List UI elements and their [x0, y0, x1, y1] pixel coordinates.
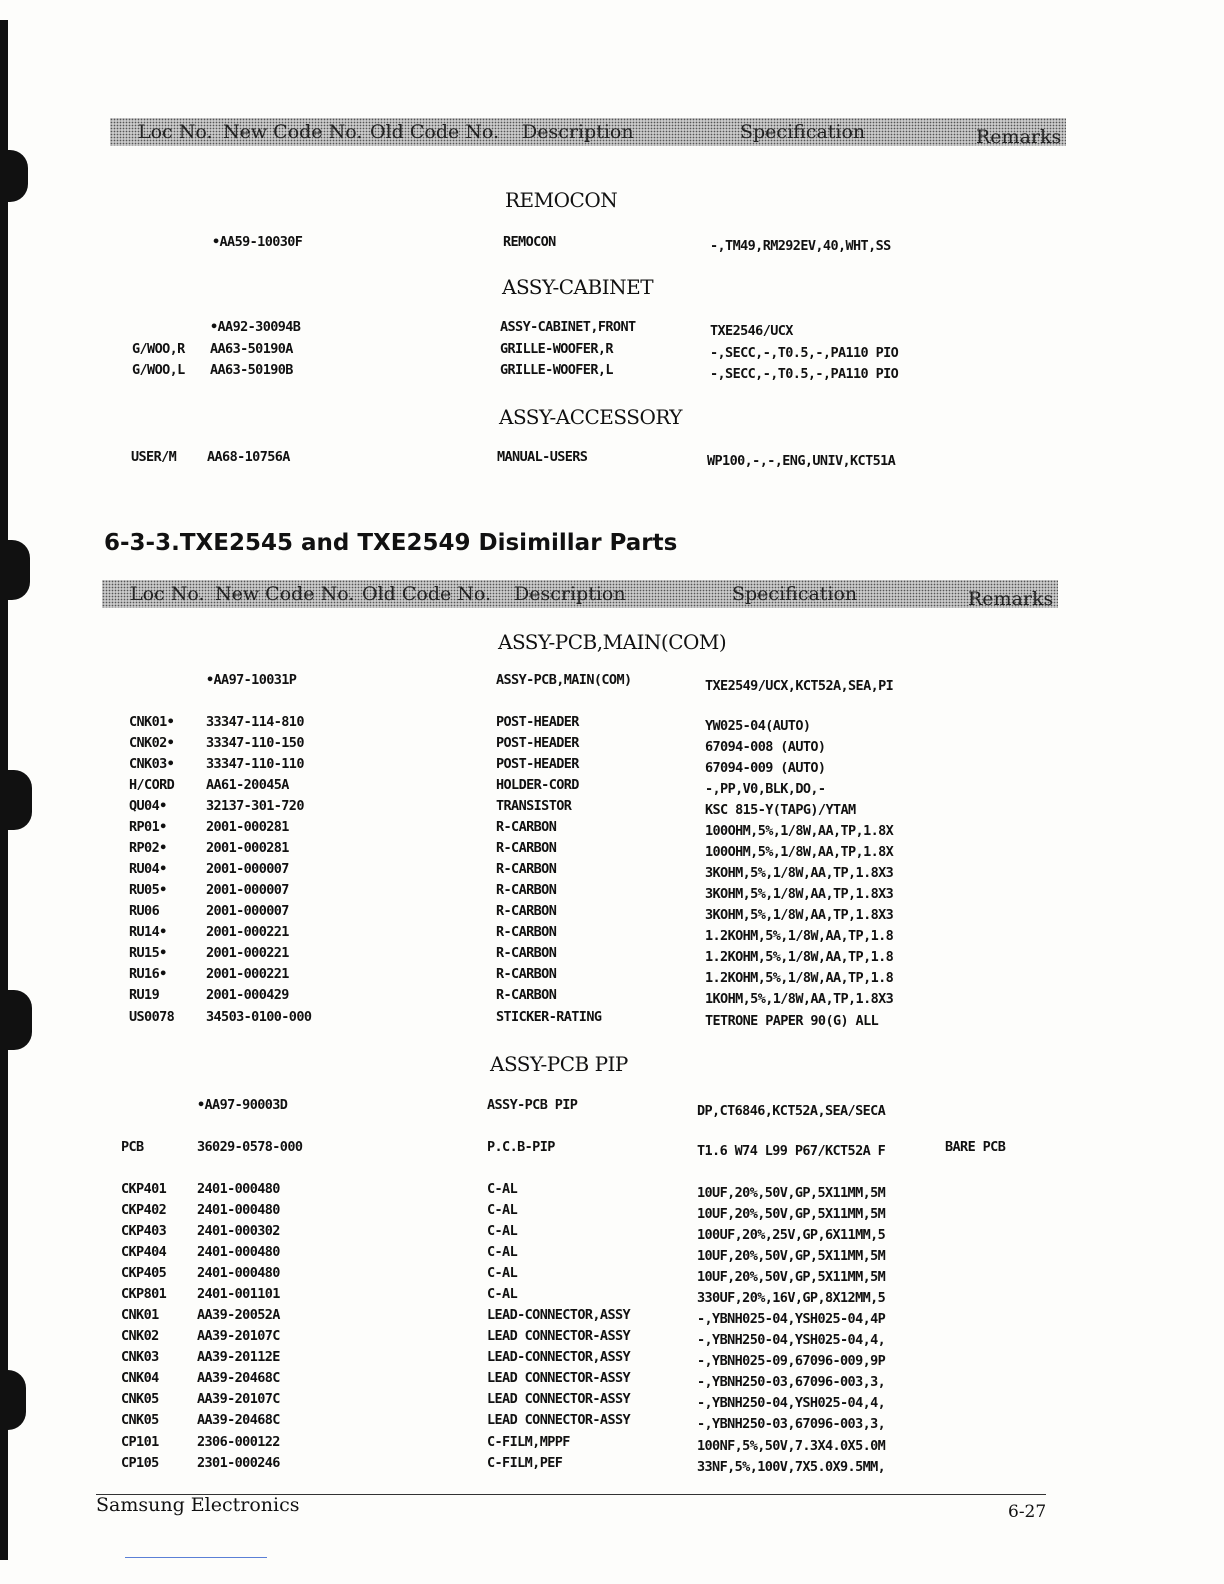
cell-loc-no: RU14•	[129, 924, 167, 940]
cell-loc-no: CKP403	[121, 1223, 167, 1239]
cell-loc-no: RU04•	[129, 861, 167, 877]
cell-new-code-no: 33347-110-110	[206, 756, 304, 772]
cell-description: R-CARBON	[496, 924, 557, 940]
cell-new-code-no: 2401-000480	[197, 1265, 280, 1281]
cell-description: R-CARBON	[496, 882, 557, 898]
table-row	[0, 319, 1224, 339]
cell-loc-no: CNK01•	[129, 714, 175, 730]
cell-specification: -,SECC,-,T0.5,-,PA110 PIO	[710, 366, 899, 382]
cell-new-code-no: 33347-114-810	[206, 714, 304, 730]
table-row	[0, 924, 1224, 944]
cell-description: C-AL	[487, 1223, 518, 1239]
cell-description: C-FILM,MPPF	[487, 1434, 570, 1450]
cell-description: P.C.B-PIP	[487, 1139, 555, 1155]
cell-loc-no: RU16•	[129, 966, 167, 982]
cell-specification: -,YBNH250-03,67096-003,3,	[697, 1416, 886, 1432]
cell-specification: 100OHM,5%,1/8W,AA,TP,1.8X	[705, 844, 894, 860]
cell-description: C-AL	[487, 1181, 518, 1197]
col-description: Description	[522, 121, 634, 143]
cell-new-code-no: AA39-20468C	[197, 1412, 280, 1428]
col-loc-no: Loc No.	[130, 583, 205, 605]
col-remarks: Remarks	[976, 126, 1062, 148]
table-row	[0, 341, 1224, 361]
table-row	[0, 1412, 1224, 1432]
table-row	[0, 1434, 1224, 1454]
cell-new-code-no: 34503-0100-000	[206, 1009, 312, 1025]
cell-loc-no: RP02•	[129, 840, 167, 856]
cell-loc-no: CNK01	[121, 1307, 159, 1323]
col-specification: Specification	[732, 583, 858, 605]
table-row	[0, 987, 1224, 1007]
table-row	[0, 903, 1224, 923]
cell-loc-no: CKP401	[121, 1181, 167, 1197]
section-title: ASSY-ACCESSORY	[499, 405, 682, 429]
cell-specification: -,YBNH025-04,YSH025-04,4P	[697, 1311, 886, 1327]
cell-specification: 33NF,5%,100V,7X5.0X9.5MM,	[697, 1459, 886, 1475]
cell-new-code-no: 2001-000281	[206, 819, 289, 835]
cell-new-code-no: •AA59-10030F	[212, 234, 303, 250]
table-row	[0, 1202, 1224, 1222]
cell-remarks: BARE PCB	[945, 1139, 1006, 1155]
cell-specification: T1.6 W74 L99 P67/KCT52A F	[697, 1143, 886, 1159]
table-row	[0, 945, 1224, 965]
cell-description: C-AL	[487, 1244, 518, 1260]
cell-loc-no: CNK02	[121, 1328, 159, 1344]
cell-loc-no: CP101	[121, 1434, 159, 1450]
cell-loc-no: CP105	[121, 1455, 159, 1471]
table-row	[0, 1265, 1224, 1285]
cell-description: R-CARBON	[496, 966, 557, 982]
cell-loc-no: CNK05	[121, 1412, 159, 1428]
table-row	[0, 234, 1224, 254]
cell-loc-no: CNK02•	[129, 735, 175, 751]
table-row	[0, 966, 1224, 986]
cell-loc-no: QU04•	[129, 798, 167, 814]
cell-loc-no: US0078	[129, 1009, 175, 1025]
cell-description: C-AL	[487, 1202, 518, 1218]
cell-specification: 1.2KOHM,5%,1/8W,AA,TP,1.8	[705, 970, 894, 986]
table-row	[0, 1286, 1224, 1306]
table-row	[0, 1244, 1224, 1264]
cell-new-code-no: 2306-000122	[197, 1434, 280, 1450]
cell-new-code-no: 2401-000480	[197, 1202, 280, 1218]
cell-description: R-CARBON	[496, 945, 557, 961]
cell-specification: DP,CT6846,KCT52A,SEA/SECA	[697, 1103, 886, 1119]
table-row	[0, 362, 1224, 382]
cell-loc-no: CKP405	[121, 1265, 167, 1281]
cell-specification: -,TM49,RM292EV,40,WHT,SS	[710, 238, 891, 254]
cell-specification: 1KOHM,5%,1/8W,AA,TP,1.8X3	[705, 991, 894, 1007]
cell-new-code-no: AA39-20107C	[197, 1391, 280, 1407]
cell-loc-no: RU06	[129, 903, 160, 919]
cell-loc-no: CKP402	[121, 1202, 167, 1218]
cell-loc-no: RU19	[129, 987, 160, 1003]
cell-description: MANUAL-USERS	[497, 449, 588, 465]
footer-company: Samsung Electronics	[96, 1494, 300, 1516]
table-header	[110, 118, 1066, 146]
cell-specification: TXE2549/UCX,KCT52A,SEA,PI	[705, 678, 894, 694]
table-row	[0, 1307, 1224, 1327]
cell-new-code-no: 2001-000429	[206, 987, 289, 1003]
cell-new-code-no: AA39-20052A	[197, 1307, 280, 1323]
table-header	[102, 580, 1058, 608]
cell-new-code-no: 2401-000480	[197, 1181, 280, 1197]
cell-new-code-no: AA39-20112E	[197, 1349, 280, 1365]
cell-loc-no: RP01•	[129, 819, 167, 835]
cell-new-code-no: AA63-50190A	[210, 341, 293, 357]
cell-new-code-no: 2401-000302	[197, 1223, 280, 1239]
cell-new-code-no: AA63-50190B	[210, 362, 293, 378]
section-title: ASSY-PCB PIP	[490, 1052, 628, 1076]
cell-specification: -,YBNH250-03,67096-003,3,	[697, 1374, 886, 1390]
cell-description: ASSY-PCB,MAIN(COM)	[496, 672, 632, 688]
cell-specification: 100OHM,5%,1/8W,AA,TP,1.8X	[705, 823, 894, 839]
col-new-code-no: New Code No.	[223, 121, 363, 143]
cell-description: R-CARBON	[496, 987, 557, 1003]
footer-page-number: 6-27	[1008, 1502, 1047, 1522]
table-row	[0, 1181, 1224, 1201]
cell-specification: 10UF,20%,50V,GP,5X11MM,5M	[697, 1185, 886, 1201]
cell-specification: KSC 815-Y(TAPG)/YTAM	[705, 802, 856, 818]
cell-new-code-no: 2001-000007	[206, 861, 289, 877]
cell-specification: TETRONE PAPER 90(G) ALL	[705, 1013, 879, 1029]
col-new-code-no: New Code No.	[215, 583, 355, 605]
cell-new-code-no: 2001-000281	[206, 840, 289, 856]
cell-loc-no: CNK05	[121, 1391, 159, 1407]
cell-description: LEAD CONNECTOR-ASSY	[487, 1328, 631, 1344]
cell-specification: -,PP,V0,BLK,DO,-	[705, 781, 826, 797]
table-row	[0, 1370, 1224, 1390]
table-row	[0, 861, 1224, 881]
cell-specification: 67094-008 (AUTO)	[705, 739, 826, 755]
cell-description: R-CARBON	[496, 903, 557, 919]
cell-specification: YW025-04(AUTO)	[705, 718, 811, 734]
table-row	[0, 735, 1224, 755]
cell-specification: 10UF,20%,50V,GP,5X11MM,5M	[697, 1206, 886, 1222]
cell-new-code-no: 2001-000221	[206, 966, 289, 982]
cell-specification: WP100,-,-,ENG,UNIV,KCT51A	[707, 453, 896, 469]
table-row	[0, 1391, 1224, 1411]
cell-specification: 3KOHM,5%,1/8W,AA,TP,1.8X3	[705, 886, 894, 902]
col-loc-no: Loc No.	[138, 121, 213, 143]
cell-specification: 10UF,20%,50V,GP,5X11MM,5M	[697, 1248, 886, 1264]
cell-loc-no: RU05•	[129, 882, 167, 898]
cell-description: REMOCON	[503, 234, 556, 250]
cell-description: HOLDER-CORD	[496, 777, 579, 793]
col-remarks: Remarks	[968, 588, 1054, 610]
cell-specification: 1.2KOHM,5%,1/8W,AA,TP,1.8	[705, 928, 894, 944]
cell-specification: 330UF,20%,16V,GP,8X12MM,5	[697, 1290, 886, 1306]
cell-description: STICKER-RATING	[496, 1009, 602, 1025]
cell-new-code-no: 2401-000480	[197, 1244, 280, 1260]
scan-artifact-line	[125, 1557, 267, 1558]
table-row	[0, 1328, 1224, 1348]
cell-specification: -,YBNH025-09,67096-009,9P	[697, 1353, 886, 1369]
table-row	[0, 1349, 1224, 1369]
cell-loc-no: H/CORD	[129, 777, 175, 793]
cell-loc-no: CNK03•	[129, 756, 175, 772]
cell-loc-no: CNK04	[121, 1370, 159, 1386]
cell-new-code-no: •AA92-30094B	[210, 319, 301, 335]
cell-specification: 3KOHM,5%,1/8W,AA,TP,1.8X3	[705, 907, 894, 923]
table-row	[0, 1139, 1224, 1159]
cell-description: POST-HEADER	[496, 735, 579, 751]
section-heading: 6-3-3.TXE2545 and TXE2549 Disimillar Parts	[104, 530, 678, 556]
cell-description: LEAD CONNECTOR-ASSY	[487, 1412, 631, 1428]
cell-specification: 67094-009 (AUTO)	[705, 760, 826, 776]
cell-description: LEAD CONNECTOR-ASSY	[487, 1391, 631, 1407]
cell-description: LEAD-CONNECTOR,ASSY	[487, 1307, 631, 1323]
table-row	[0, 1455, 1224, 1475]
cell-specification: -,SECC,-,T0.5,-,PA110 PIO	[710, 345, 899, 361]
cell-new-code-no: 32137-301-720	[206, 798, 304, 814]
cell-new-code-no: 2001-000007	[206, 903, 289, 919]
cell-description: R-CARBON	[496, 840, 557, 856]
cell-new-code-no: 36029-0578-000	[197, 1139, 303, 1155]
table-row	[0, 714, 1224, 734]
cell-description: C-AL	[487, 1286, 518, 1302]
cell-description: POST-HEADER	[496, 756, 579, 772]
col-old-code-no: Old Code No.	[370, 121, 500, 143]
cell-new-code-no: AA68-10756A	[207, 449, 290, 465]
cell-specification: 1.2KOHM,5%,1/8W,AA,TP,1.8	[705, 949, 894, 965]
table-row	[0, 777, 1224, 797]
cell-description: GRILLE-WOOFER,R	[500, 341, 613, 357]
cell-description: ASSY-CABINET,FRONT	[500, 319, 636, 335]
cell-description: LEAD-CONNECTOR,ASSY	[487, 1349, 631, 1365]
cell-description: GRILLE-WOOFER,L	[500, 362, 613, 378]
cell-loc-no: G/WOO,R	[132, 341, 185, 357]
table-row	[0, 672, 1224, 692]
cell-description: ASSY-PCB PIP	[487, 1097, 578, 1113]
cell-new-code-no: 2001-000221	[206, 924, 289, 940]
section-title: ASSY-CABINET	[502, 275, 654, 299]
cell-loc-no: CKP801	[121, 1286, 167, 1302]
cell-new-code-no: AA39-20107C	[197, 1328, 280, 1344]
cell-loc-no: PCB	[121, 1139, 144, 1155]
cell-description: LEAD CONNECTOR-ASSY	[487, 1370, 631, 1386]
cell-description: C-AL	[487, 1265, 518, 1281]
cell-specification: 10UF,20%,50V,GP,5X11MM,5M	[697, 1269, 886, 1285]
col-old-code-no: Old Code No.	[362, 583, 492, 605]
cell-description: R-CARBON	[496, 861, 557, 877]
table-row	[0, 819, 1224, 839]
cell-new-code-no: 2001-000007	[206, 882, 289, 898]
cell-new-code-no: AA61-20045A	[206, 777, 289, 793]
section-title: ASSY-PCB,MAIN(COM)	[498, 630, 727, 654]
cell-specification: 100UF,20%,25V,GP,6X11MM,5	[697, 1227, 886, 1243]
cell-loc-no: G/WOO,L	[132, 362, 185, 378]
cell-new-code-no: •AA97-10031P	[206, 672, 297, 688]
cell-new-code-no: 2401-001101	[197, 1286, 280, 1302]
table-row	[0, 449, 1224, 469]
cell-description: C-FILM,PEF	[487, 1455, 563, 1471]
cell-loc-no: RU15•	[129, 945, 167, 961]
table-row	[0, 1223, 1224, 1243]
binder-hole	[0, 150, 28, 202]
cell-new-code-no: •AA97-90003D	[197, 1097, 288, 1113]
cell-specification: TXE2546/UCX	[710, 323, 793, 339]
binder-hole	[0, 540, 30, 600]
cell-specification: 3KOHM,5%,1/8W,AA,TP,1.8X3	[705, 865, 894, 881]
cell-specification: -,YBNH250-04,YSH025-04,4,	[697, 1332, 886, 1348]
col-specification: Specification	[740, 121, 866, 143]
cell-loc-no: CKP404	[121, 1244, 167, 1260]
cell-description: POST-HEADER	[496, 714, 579, 730]
cell-specification: -,YBNH250-04,YSH025-04,4,	[697, 1395, 886, 1411]
cell-loc-no: CNK03	[121, 1349, 159, 1365]
table-row	[0, 798, 1224, 818]
cell-new-code-no: 33347-110-150	[206, 735, 304, 751]
col-description: Description	[514, 583, 626, 605]
cell-description: R-CARBON	[496, 819, 557, 835]
table-row	[0, 1097, 1224, 1117]
cell-loc-no: USER/M	[131, 449, 177, 465]
cell-new-code-no: 2001-000221	[206, 945, 289, 961]
table-row	[0, 882, 1224, 902]
cell-specification: 100NF,5%,50V,7.3X4.0X5.0M	[697, 1438, 886, 1454]
table-row	[0, 1009, 1224, 1029]
table-row	[0, 756, 1224, 776]
section-title: REMOCON	[505, 188, 618, 212]
cell-description: TRANSISTOR	[496, 798, 572, 814]
cell-new-code-no: 2301-000246	[197, 1455, 280, 1471]
cell-new-code-no: AA39-20468C	[197, 1370, 280, 1386]
table-row	[0, 840, 1224, 860]
